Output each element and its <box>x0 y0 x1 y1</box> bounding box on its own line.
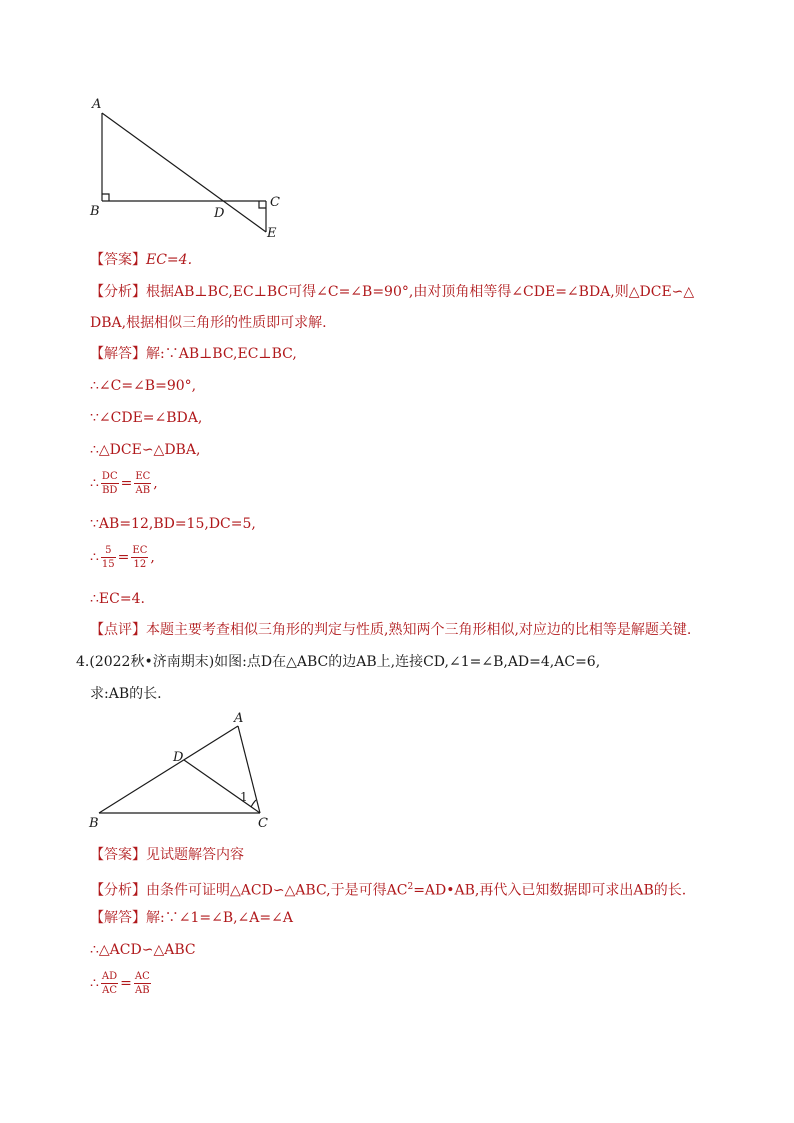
right-angle-c <box>259 201 266 208</box>
label-b: B <box>89 816 99 831</box>
q3-solution-line4: ∴△DCE∽△DBA, <box>90 442 201 458</box>
q3-answer: 【答案】EC=4. <box>90 252 193 268</box>
q4-analysis: 【分析】由条件可证明△ACD∽△ABC,于是可得$AC^2=AD•AB$,再代入已知数据即可求出AB的长. <box>90 882 687 899</box>
label-d: D <box>173 750 184 765</box>
q3-analysis-line1: 【分析】根据AB⊥BC,EC⊥BC可得∠C=∠B=90°,由对顶角相等得∠CDE=∠BDA,则△DCE∽△ <box>90 284 695 300</box>
fraction-5-15: $\frac{5}{15}$ <box>101 545 115 570</box>
figure-triangle-abc <box>80 705 280 835</box>
fraction-dc-bd: $\frac{DC}{BD}$ <box>101 471 118 496</box>
q3-solution-line8: ∴EC=4. <box>90 591 145 607</box>
q3-analysis-line2: DBA,根据相似三角形的性质即可求解. <box>90 315 327 331</box>
q3-solution-line3: ∵∠CDE=∠BDA, <box>90 410 203 426</box>
q4-solution-line1: 【解答】解:∵∠1=∠B,∠A=∠A <box>90 910 293 926</box>
fraction-ad-ac: $\frac{AD}{AC}$ <box>101 971 118 996</box>
q3-solution-fraction1: ∴ $\frac{DC}{BD}$ = $\frac{EC}{AB}$ , <box>90 471 158 496</box>
q4-answer: 【答案】见试题解答内容 <box>90 847 244 863</box>
figure-right-triangles <box>80 90 300 245</box>
label-b: B <box>90 204 100 219</box>
label-angle-1: 1 <box>240 790 248 804</box>
q4-solution-line2: ∴△ACD∽△ABC <box>90 942 196 958</box>
q3-solution-line6: ∵AB=12,BD=15,DC=5, <box>90 516 256 532</box>
angle-1-arc <box>251 800 256 807</box>
q3-solution-fraction2: ∴ $\frac{5}{15}$ = $\frac{EC}{12}$ , <box>90 545 155 570</box>
fraction-ac-ab: $\frac{AC}{AB}$ <box>134 971 150 996</box>
segment-ae <box>102 113 266 232</box>
segment-ba <box>99 726 238 813</box>
q3-solution-line1: 【解答】解:∵AB⊥BC,EC⊥BC, <box>90 346 297 362</box>
fraction-ec-12: $\frac{EC}{12}$ <box>132 545 148 570</box>
q4-question-line1: 4.(2022秋•济南期末)如图:点D在△ABC的边AB上,连接CD,∠1=∠B,AD=4,AC=6, <box>76 654 601 670</box>
fraction-ec-ab: $\frac{EC}{AB}$ <box>135 471 151 496</box>
label-a: A <box>234 711 244 726</box>
label-d: D <box>214 206 225 221</box>
q3-solution-line2: ∴∠C=∠B=90°, <box>90 378 197 394</box>
label-e: E <box>267 226 277 241</box>
q3-comment: 【点评】本题主要考查相似三角形的判定与性质,熟知两个三角形相似,对应边的比相等是解题关键. <box>90 622 692 638</box>
q4-solution-fraction: ∴ $\frac{AD}{AC}$ = $\frac{AC}{AB}$ <box>90 971 150 996</box>
right-angle-b <box>102 194 109 201</box>
label-c: C <box>258 816 268 831</box>
q4-question-line2: 求:AB的长. <box>90 686 162 702</box>
label-a: A <box>92 97 102 112</box>
label-c: C <box>270 195 280 210</box>
